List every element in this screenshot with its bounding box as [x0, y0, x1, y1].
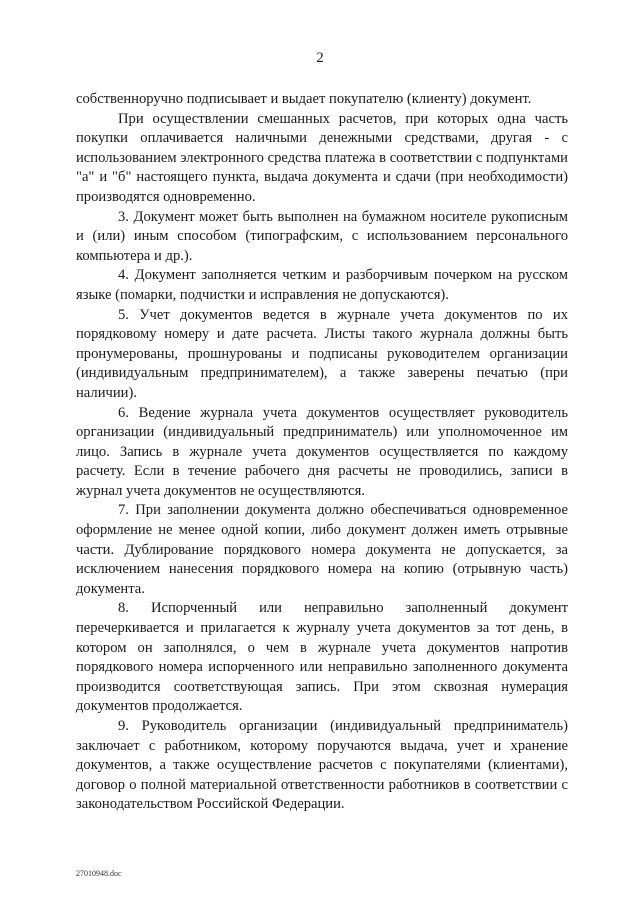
- document-body: [76, 90, 568, 815]
- paragraph-item-3: 3. Документ может быть выполнен на бумажном носителе рукописным и (или) иным способом (типографским, с использованием персонального компьютера и др.).: [76, 208, 568, 264]
- paragraph-item-5: 5. Учет документов ведется в журнале учета документов по их порядковому номеру и дате расчета. Листы такого журнала должны быть пронумерованы, прошнурованы и подписаны руководителем организации (индивидуальным предпринимателем), а также заверены печатью (при наличии).: [76, 306, 568, 401]
- paragraph-item-4: 4. Документ заполняется четким и разборчивым почерком на русском языке (помарки, подчистки и исправления не допускаются).: [76, 267, 568, 303]
- paragraph-item-9: 9. Руководитель организации (индивидуальный предприниматель) заключает с работником, которому поручаются выдача, учет и хранение документов, а также осуществление расчетов с покупателями (клиентами), договор о полной материальной ответственности работников в соответствии с законодательством Российской Федерации.: [76, 718, 568, 813]
- paragraph-item-7: 7. При заполнении документа должно обеспечиваться одновременное оформление не менее одной копии, либо документ должен иметь отрывные части. Дублирование порядкового номера документа не допускается, за исключением нанесения порядкового номера на копию (отрывную часть) документа.: [76, 502, 568, 597]
- paragraph-continuation: собственноручно подписывает и выдает покупателю (клиенту) документ.: [76, 91, 532, 107]
- paragraph-item-6: 6. Ведение журнала учета документов осуществляет руководитель организации (индивидуальный предприниматель) или уполномоченное им лицо. Запись в журнале учета документов осуществляется по каждому расчету. Если в течение рабочего дня расчеты не проводились, записи в журнал учета документов не осуществляются.: [76, 404, 568, 499]
- paragraph-mixed-payments: При осуществлении смешанных расчетов, при которых одна часть покупки оплачивается наличными денежными средствами, другая - с использованием электронного средства платежа в соответствии с подпунктами "а" и "б" настоящего пункта, выдача документа и сдачи (при необходимости) производятся одновременно.: [76, 110, 568, 205]
- paragraph-item-8: 8. Испорченный или неправильно заполненный документ перечеркивается и прилагается к журналу учета документов за тот день, в котором он заполнялся, о чем в журнале учета документов напротив порядкового номера испорченного или неправильно заполненного документа производится соответствующая запись. При этом сквозная нумерация документов продолжается.: [76, 600, 568, 715]
- page-number: 2: [316, 50, 324, 66]
- footer-filename: 27010948.doc: [76, 869, 122, 878]
